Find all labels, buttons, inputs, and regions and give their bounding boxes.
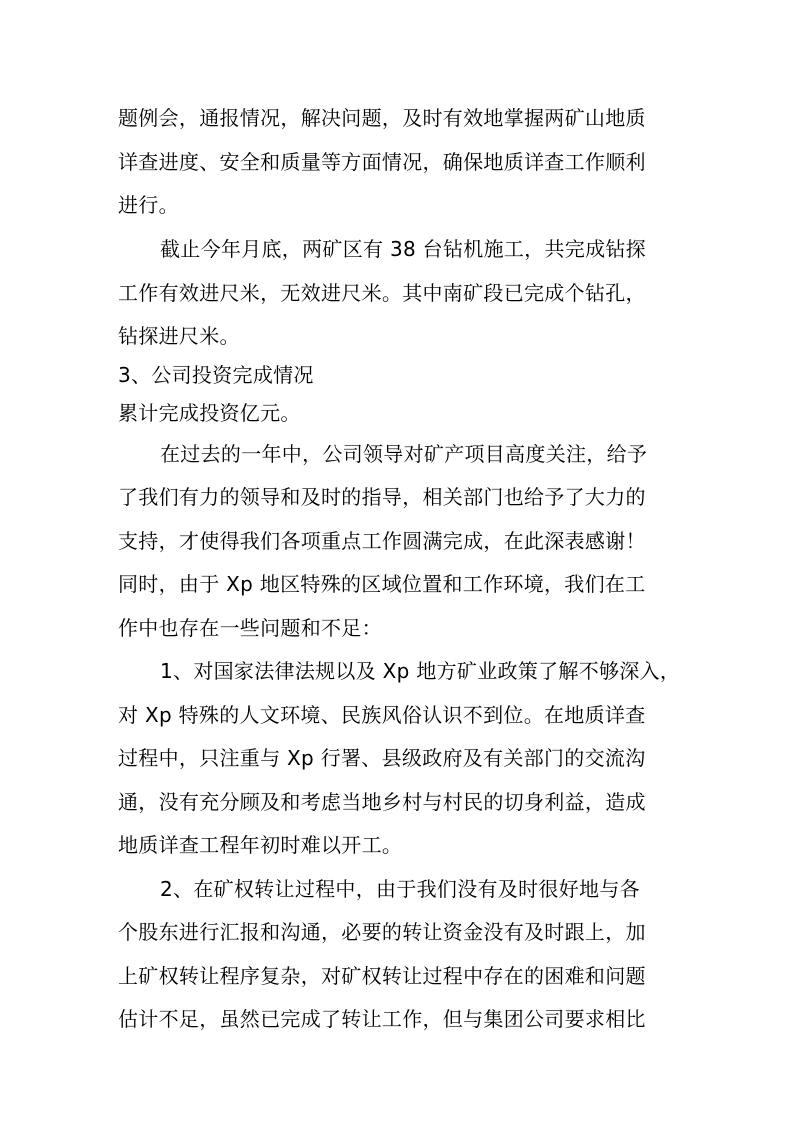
body-text-line: 上矿权转让程序复杂，对矿权转让过程中存在的困难和问题 [118,964,646,988]
body-text-line: 工作有效进尺米，无效进尺米。其中南矿段已完成个钻孔， [118,281,646,305]
body-text-line: 截止今年月底，两矿区有 38 台钻机施工，共完成钻探 [160,237,646,261]
body-text-line: 对 Xp 特殊的人文环境、民族风俗认识不到位。在地质详查 [118,703,646,727]
body-text-line: 地质详查工程年初时难以开工。 [118,833,403,857]
body-text-line: 了我们有力的领导和及时的指导，相关部门也给予了大力的 [118,485,646,509]
body-text-line: 在过去的一年中，公司领导对矿产项目高度关注，给予 [160,442,648,466]
body-text-line: 个股东进行汇报和沟通，必要的转让资金没有及时跟上，加 [118,920,646,944]
body-text-line: 进行。 [118,193,179,217]
body-text-line: 作中也存在一些问题和不足： [118,616,382,640]
body-text-line: 通，没有充分顾及和考虑当地乡村与村民的切身利益，造成 [118,790,646,814]
body-text-line: 1、对国家法律法规以及 Xp 地方矿业政策了解不够深入， [160,659,681,683]
body-text-line: 过程中，只注重与 Xp 行署、县级政府及有关部门的交流沟 [118,746,646,770]
section-heading: 3、公司投资完成情况 [118,363,314,387]
body-text-line: 累计完成投资亿元。 [118,401,301,425]
body-text-line: 估计不足，虽然已完成了转让工作，但与集团公司要求相比 [118,1007,646,1031]
body-text-line: 同时，由于 Xp 地区特殊的区域位置和工作环境，我们在工 [118,572,646,596]
body-text-line: 支持，才使得我们各项重点工作圆满完成，在此深表感谢！ [118,529,646,553]
body-text-line: 2、在矿权转让过程中，由于我们没有及时很好地与各 [160,877,640,901]
body-text-line: 题例会，通报情况，解决问题，及时有效地掌握两矿山地质 [118,106,646,130]
body-text-line: 钻探进尺米。 [118,324,240,348]
body-text-line: 详查进度、安全和质量等方面情况，确保地质详查工作顺利 [118,150,646,174]
